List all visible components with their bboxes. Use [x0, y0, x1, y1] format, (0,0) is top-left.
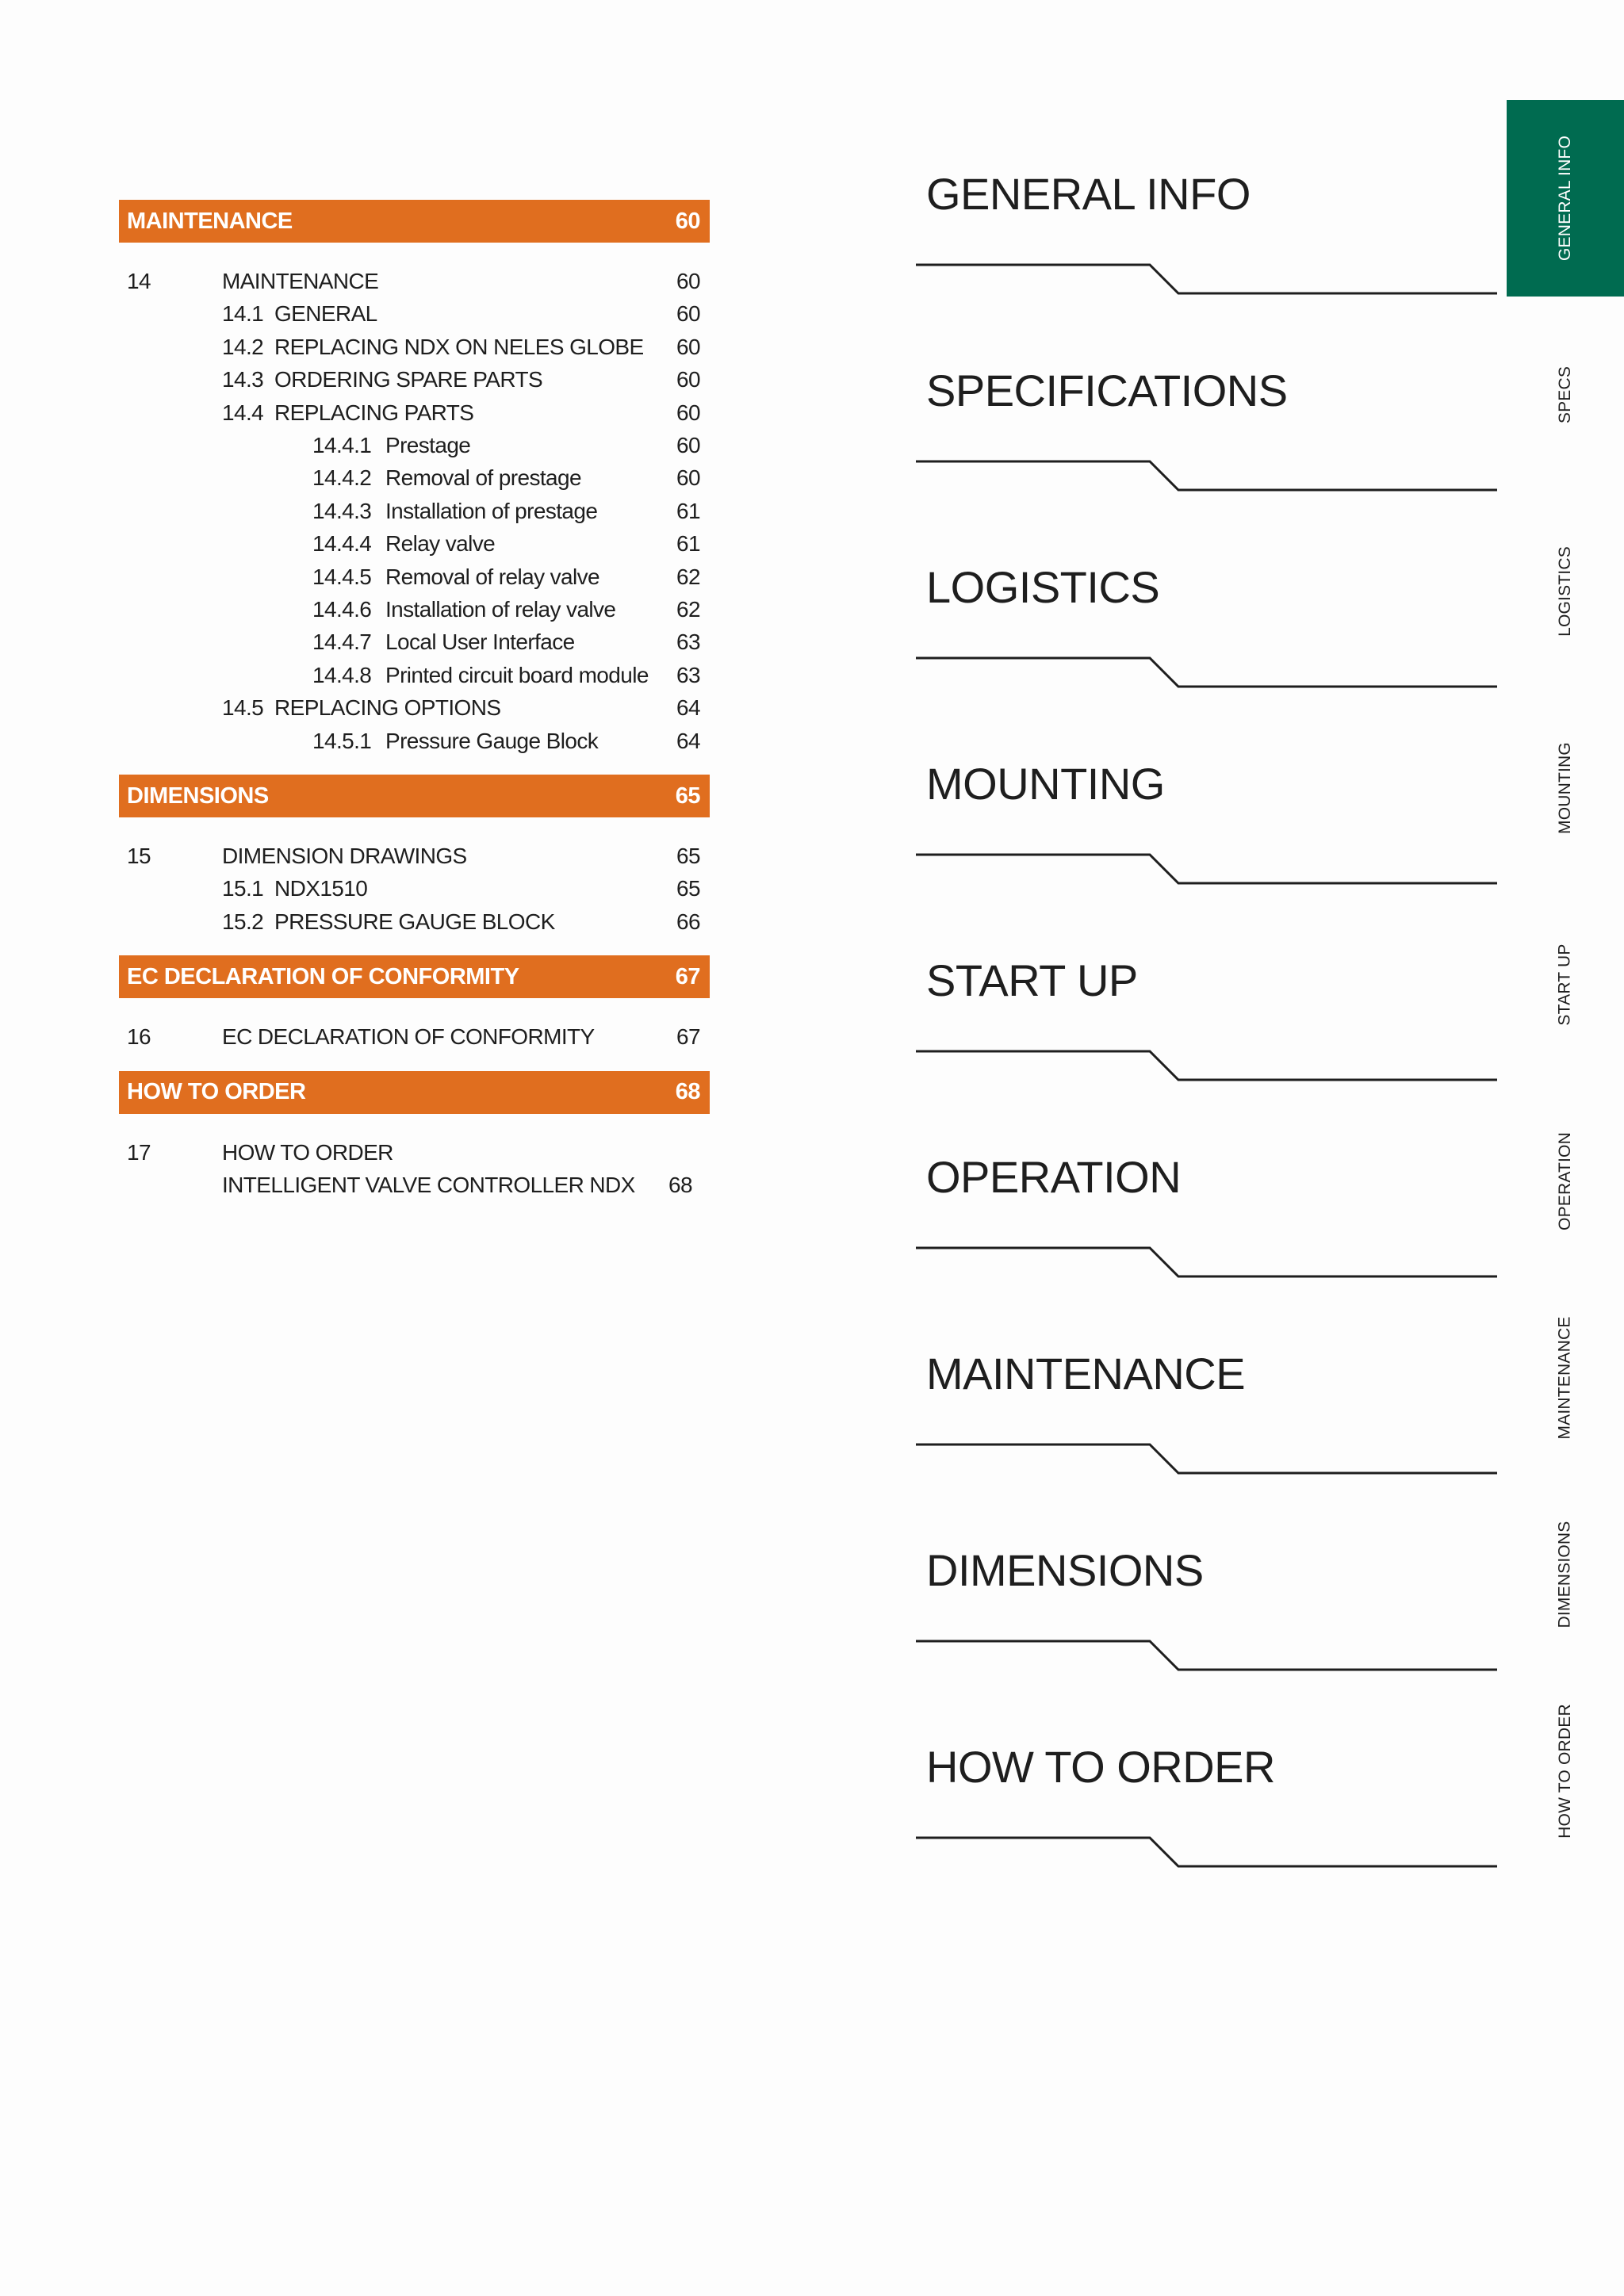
chapter-link[interactable] — [912, 365, 1507, 523]
toc-entry-title: ORDERING SPARE PARTS — [274, 367, 543, 392]
toc-entry-page: 60 — [676, 465, 700, 491]
toc-entry-number: 14.4.7 — [312, 629, 372, 655]
toc-entry-page: 64 — [676, 728, 700, 753]
toc-entry-number: 14.4.8 — [312, 662, 372, 687]
toc-entry-number: 15.2 — [222, 909, 264, 934]
side-tab[interactable] — [1507, 1673, 1624, 1869]
toc-entry-page: 63 — [676, 629, 700, 655]
toc-entry-number: 14.4.5 — [312, 564, 372, 589]
chapter-title: DIMENSIONS — [926, 1545, 1204, 1595]
toc-entry-page: 62 — [676, 564, 700, 589]
side-tab-label: DIMENSIONS — [1555, 1521, 1574, 1628]
toc-entry-number: 15.1 — [222, 876, 264, 901]
toc-section-title: HOW TO ORDER — [127, 1079, 306, 1105]
chapter-link[interactable] — [912, 758, 1507, 916]
toc-entry-page: 60 — [676, 433, 700, 457]
toc-entry[interactable] — [119, 297, 710, 330]
toc-entry[interactable] — [119, 1136, 710, 1169]
toc-entry[interactable] — [119, 363, 710, 396]
toc-section-header[interactable] — [119, 200, 710, 243]
toc-entry-number: 14.4 — [222, 400, 264, 425]
chapter-title: MOUNTING — [926, 759, 1165, 809]
side-tab[interactable] — [1507, 690, 1624, 886]
toc-entry-title: REPLACING PARTS — [274, 400, 474, 425]
toc-section-title: DIMENSIONS — [127, 783, 269, 809]
toc-entry-title: DIMENSION DRAWINGS — [222, 844, 467, 868]
toc-entry-page: 65 — [676, 876, 700, 901]
toc-entry-title: Local User Interface — [385, 629, 575, 655]
toc-entry[interactable] — [119, 495, 710, 527]
toc-entry[interactable] — [119, 1020, 710, 1053]
toc-entry-page: 62 — [676, 597, 700, 622]
chapter-title: GENERAL INFO — [926, 169, 1251, 219]
toc-section-page: 60 — [675, 208, 700, 234]
toc-entry[interactable] — [119, 593, 710, 626]
chapter-link[interactable] — [912, 561, 1507, 720]
toc-entry[interactable] — [119, 461, 710, 494]
toc-entry-title: Relay valve — [385, 531, 496, 557]
side-tab-label: HOW TO ORDER — [1556, 1704, 1575, 1839]
toc-entry[interactable] — [119, 840, 710, 872]
toc-entry[interactable] — [119, 527, 710, 560]
toc-entry-page: 63 — [676, 662, 700, 687]
chapter-title: HOW TO ORDER — [926, 1742, 1275, 1792]
toc-entry[interactable] — [119, 429, 710, 461]
toc-entry[interactable] — [119, 725, 710, 757]
toc-section-header[interactable] — [119, 955, 710, 998]
side-tab[interactable] — [1507, 297, 1624, 493]
toc-entry[interactable] — [119, 659, 710, 691]
toc-entry-page: 60 — [676, 400, 700, 425]
toc-entry-number: 14.4.6 — [312, 597, 372, 622]
chapter-divider-line — [912, 247, 1507, 295]
toc-entry[interactable] — [119, 872, 710, 905]
side-tab-label: LOGISTICS — [1555, 546, 1574, 637]
side-tab-label: GENERAL INFO — [1556, 136, 1575, 261]
toc-entry-title: Printed circuit board module — [385, 662, 649, 687]
toc-entry-number: 15 — [127, 844, 151, 868]
toc-entry-page: 64 — [676, 695, 700, 721]
toc-entry-page: 60 — [676, 334, 700, 359]
side-tab[interactable] — [1507, 1280, 1624, 1476]
chapter-link[interactable] — [912, 1741, 1507, 1900]
toc-entry-title: Pressure Gauge Block — [385, 728, 599, 753]
toc-entry-title: HOW TO ORDER — [222, 1139, 393, 1165]
toc-entry-title: Removal of relay valve — [385, 564, 600, 589]
toc-entry-title: Removal of prestage — [385, 465, 581, 491]
toc-entry-number: 16 — [127, 1024, 151, 1050]
toc-entry-title: INTELLIGENT VALVE CONTROLLER NDX — [222, 1173, 635, 1197]
toc-section-header[interactable] — [119, 775, 710, 817]
toc-entry-number: 14.5.1 — [312, 728, 372, 753]
chapter-link[interactable] — [912, 168, 1507, 327]
chapter-index — [912, 0, 1507, 2296]
toc-entry[interactable] — [119, 561, 710, 593]
chapter-divider-line — [912, 1427, 1507, 1475]
toc-section-page: 65 — [675, 783, 700, 809]
chapter-title: MAINTENANCE — [926, 1349, 1246, 1399]
chapter-divider-line — [912, 1034, 1507, 1081]
chapter-divider-line — [912, 641, 1507, 688]
side-tab[interactable] — [1507, 1083, 1624, 1280]
toc-entry-number: 14.1 — [222, 301, 264, 327]
toc-entry-number: 14.4.3 — [312, 498, 372, 523]
toc-entry[interactable] — [119, 905, 710, 938]
toc-entry-title: Prestage — [385, 433, 471, 457]
side-tab-label: MAINTENANCE — [1556, 1316, 1575, 1440]
toc-entry-title: NDX1510 — [274, 876, 368, 901]
toc-section-page: 68 — [675, 1079, 700, 1105]
toc-entry-title: EC DECLARATION OF CONFORMITY — [222, 1024, 595, 1050]
toc-entry-title: Installation of relay valve — [385, 597, 616, 622]
toc-entry-number: 14.5 — [222, 695, 264, 721]
toc-section-title: MAINTENANCE — [127, 208, 293, 234]
toc-entry[interactable] — [119, 331, 710, 363]
toc-entry-number: 14.3 — [222, 367, 264, 392]
side-tab-label: START UP — [1556, 943, 1574, 1026]
chapter-title: LOGISTICS — [926, 562, 1160, 612]
chapter-divider-line — [912, 837, 1507, 885]
side-tab[interactable] — [1507, 493, 1624, 690]
chapter-link[interactable] — [912, 1151, 1507, 1310]
toc-entry-page: 60 — [676, 367, 700, 392]
chapter-divider-line — [912, 1820, 1507, 1868]
toc-entry-title: PRESSURE GAUGE BLOCK — [274, 909, 555, 934]
chapter-divider-line — [912, 1230, 1507, 1278]
toc-section-header[interactable] — [119, 1071, 710, 1114]
toc-entry-title: Installation of prestage — [385, 498, 598, 523]
chapter-link[interactable] — [912, 1348, 1507, 1506]
toc-entry-number: 17 — [127, 1139, 151, 1165]
toc-entry-title: GENERAL — [274, 301, 377, 327]
toc-entry-title: REPLACING OPTIONS — [274, 695, 501, 721]
toc-entry-page: 65 — [676, 844, 700, 868]
side-tab[interactable] — [1507, 1476, 1624, 1673]
toc-entry-number: 14.4.1 — [312, 433, 372, 457]
toc-entry-page: 61 — [676, 498, 700, 523]
toc-entry-page: 61 — [676, 531, 700, 557]
chapter-title: SPECIFICATIONS — [926, 365, 1288, 415]
chapter-link[interactable] — [912, 1544, 1507, 1703]
toc-entry-page: 67 — [676, 1024, 700, 1050]
chapter-title: START UP — [926, 955, 1138, 1005]
toc-entry-page: 60 — [676, 269, 700, 293]
toc-entry-number: 14 — [127, 269, 151, 293]
side-tab[interactable] — [1507, 886, 1624, 1083]
chapter-divider-line — [912, 1624, 1507, 1671]
toc-entry-number: 14.2 — [222, 334, 264, 359]
toc-entry-number: 14.4.4 — [312, 531, 372, 557]
side-tab-bar — [1507, 0, 1624, 2296]
toc-section-title: EC DECLARATION OF CONFORMITY — [127, 963, 519, 989]
toc-section-page: 67 — [675, 963, 700, 989]
toc-entry[interactable] — [119, 1169, 710, 1201]
toc-entry[interactable] — [119, 626, 710, 658]
toc-entry-title: REPLACING NDX ON NELES GLOBE — [274, 334, 644, 359]
toc-entry-number: 14.4.2 — [312, 465, 372, 491]
chapter-link[interactable] — [912, 955, 1507, 1113]
toc-entry[interactable] — [119, 691, 710, 724]
toc-entry-title: MAINTENANCE — [222, 269, 379, 293]
toc-entry-page: 66 — [676, 909, 700, 934]
toc-entry[interactable] — [119, 396, 710, 429]
toc-entry-page: 60 — [676, 301, 700, 327]
side-tab[interactable] — [1507, 100, 1624, 297]
chapter-title: OPERATION — [926, 1152, 1182, 1202]
side-tab-label: SPECS — [1555, 365, 1574, 424]
toc-entry-page: 68 — [668, 1173, 692, 1197]
chapter-divider-line — [912, 444, 1507, 492]
side-tab-label: OPERATION — [1556, 1132, 1574, 1230]
side-tab-label: MOUNTING — [1555, 742, 1574, 834]
toc-entry[interactable] — [119, 265, 710, 297]
